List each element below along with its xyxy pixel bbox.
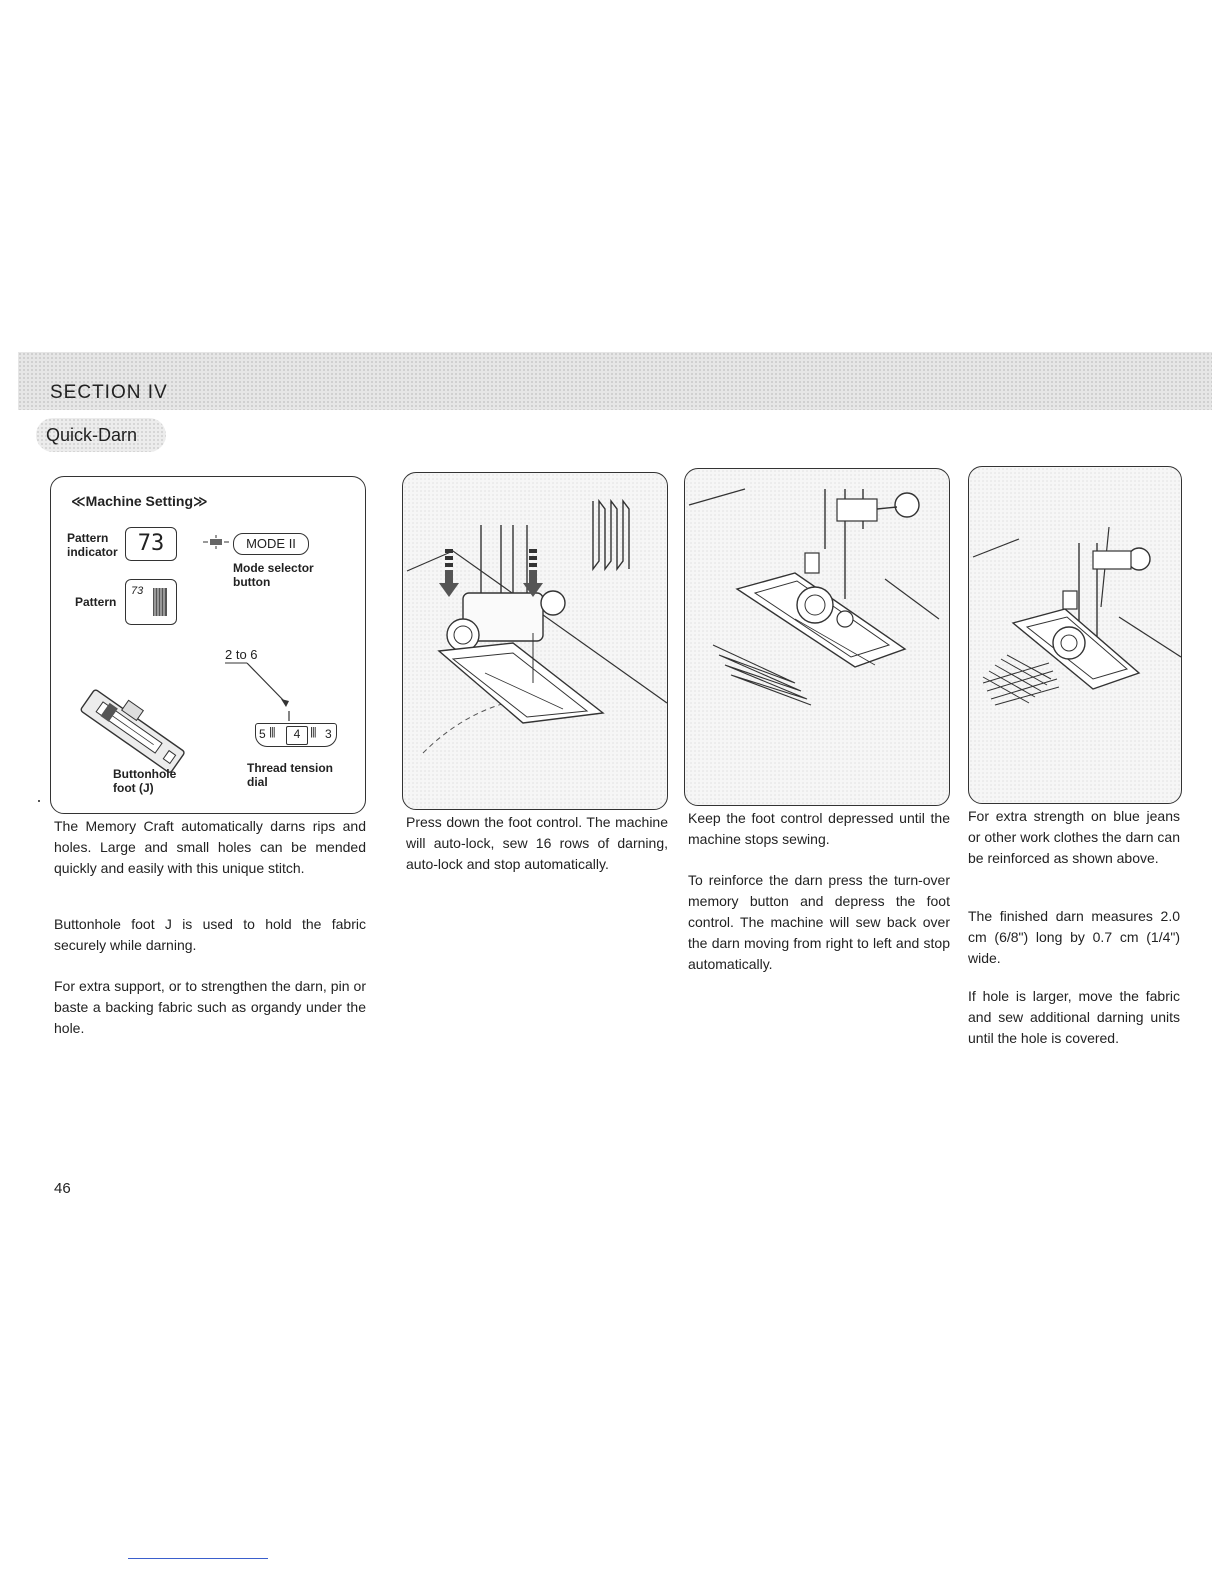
darn-rows-icon (593, 501, 629, 569)
darning-illustration (685, 469, 949, 805)
page-number: 46 (54, 1180, 71, 1197)
section-header-band (18, 352, 1212, 410)
pattern-label: Pattern (75, 595, 117, 609)
machine-setting-title: ≪Machine Setting≫ (71, 493, 208, 509)
pattern-indicator-display: 73 (125, 527, 177, 561)
col4-paragraph-2: The finished darn measures 2.0 cm (6/8") long by 0.7 cm (1/4") wide. (968, 908, 1180, 966)
col1-paragraph-2: Buttonhole foot J is used to hold the fabric securely while darning. (54, 916, 366, 953)
dial-ticks-right: ||| (310, 726, 316, 738)
col3-paragraph-2: To reinforce the darn press the turn-over memory button and depress the foot control. The machine will sew back over the darn moving from right to left and stop automatically. (688, 872, 950, 972)
presser-foot-illustration (403, 473, 667, 809)
page-title: Quick-Darn (36, 418, 166, 452)
col4-paragraph-3: If hole is larger, move the fabric and sew additional darning units until the hole is covered. (968, 988, 1180, 1046)
pattern-indicator-label: Pattern indicator (67, 531, 118, 559)
zigzag-darn-icon (713, 645, 811, 705)
illustration-reinforced-darn (968, 466, 1182, 804)
machine-setting-panel (50, 476, 366, 814)
dial-ticks-left: ||| (269, 726, 275, 738)
mode-selector-label: Mode selector button (233, 561, 314, 589)
crosshatch-darn-icon (983, 655, 1059, 705)
mode-ii-button[interactable]: MODE II (233, 533, 309, 555)
buttonhole-foot-label: Buttonhole foot (J) (113, 767, 177, 795)
col2-paragraph-1: Press down the foot control. The machine will auto-lock, sew 16 rows of darning, auto-lock and stop automatically. (406, 814, 668, 872)
section-title: SECTION IV (50, 382, 168, 403)
col4-paragraph-1: For extra strength on blue jeans or other work clothes the darn can be reinforced as shown above. (968, 808, 1180, 866)
col1-paragraph-1: The Memory Craft automatically darns rips and holes. Large and small holes can be mended quickly and easily with this unique stitch. (54, 818, 366, 876)
illustration-keep-depressed (684, 468, 950, 806)
scan-speck (38, 800, 40, 802)
thread-tension-label: Thread tension dial (247, 761, 334, 789)
reinforced-darn-illustration (969, 467, 1181, 803)
down-arrow-right-icon (523, 549, 543, 597)
footer-rule (128, 1558, 268, 1559)
illustration-press-foot-control (402, 472, 668, 810)
thread-tension-dial[interactable]: 5 ||| 4 ||| 3 (255, 723, 337, 747)
pattern-card: 73 (125, 579, 177, 625)
tension-range-label: 2 to 6 (225, 647, 258, 662)
col1-paragraph-3: For extra support, or to strengthen the darn, pin or baste a backing fabric such as organdy under the hole. (54, 978, 366, 1036)
col3-paragraph-1: Keep the foot control depressed until the machine stops sewing. (688, 810, 950, 847)
